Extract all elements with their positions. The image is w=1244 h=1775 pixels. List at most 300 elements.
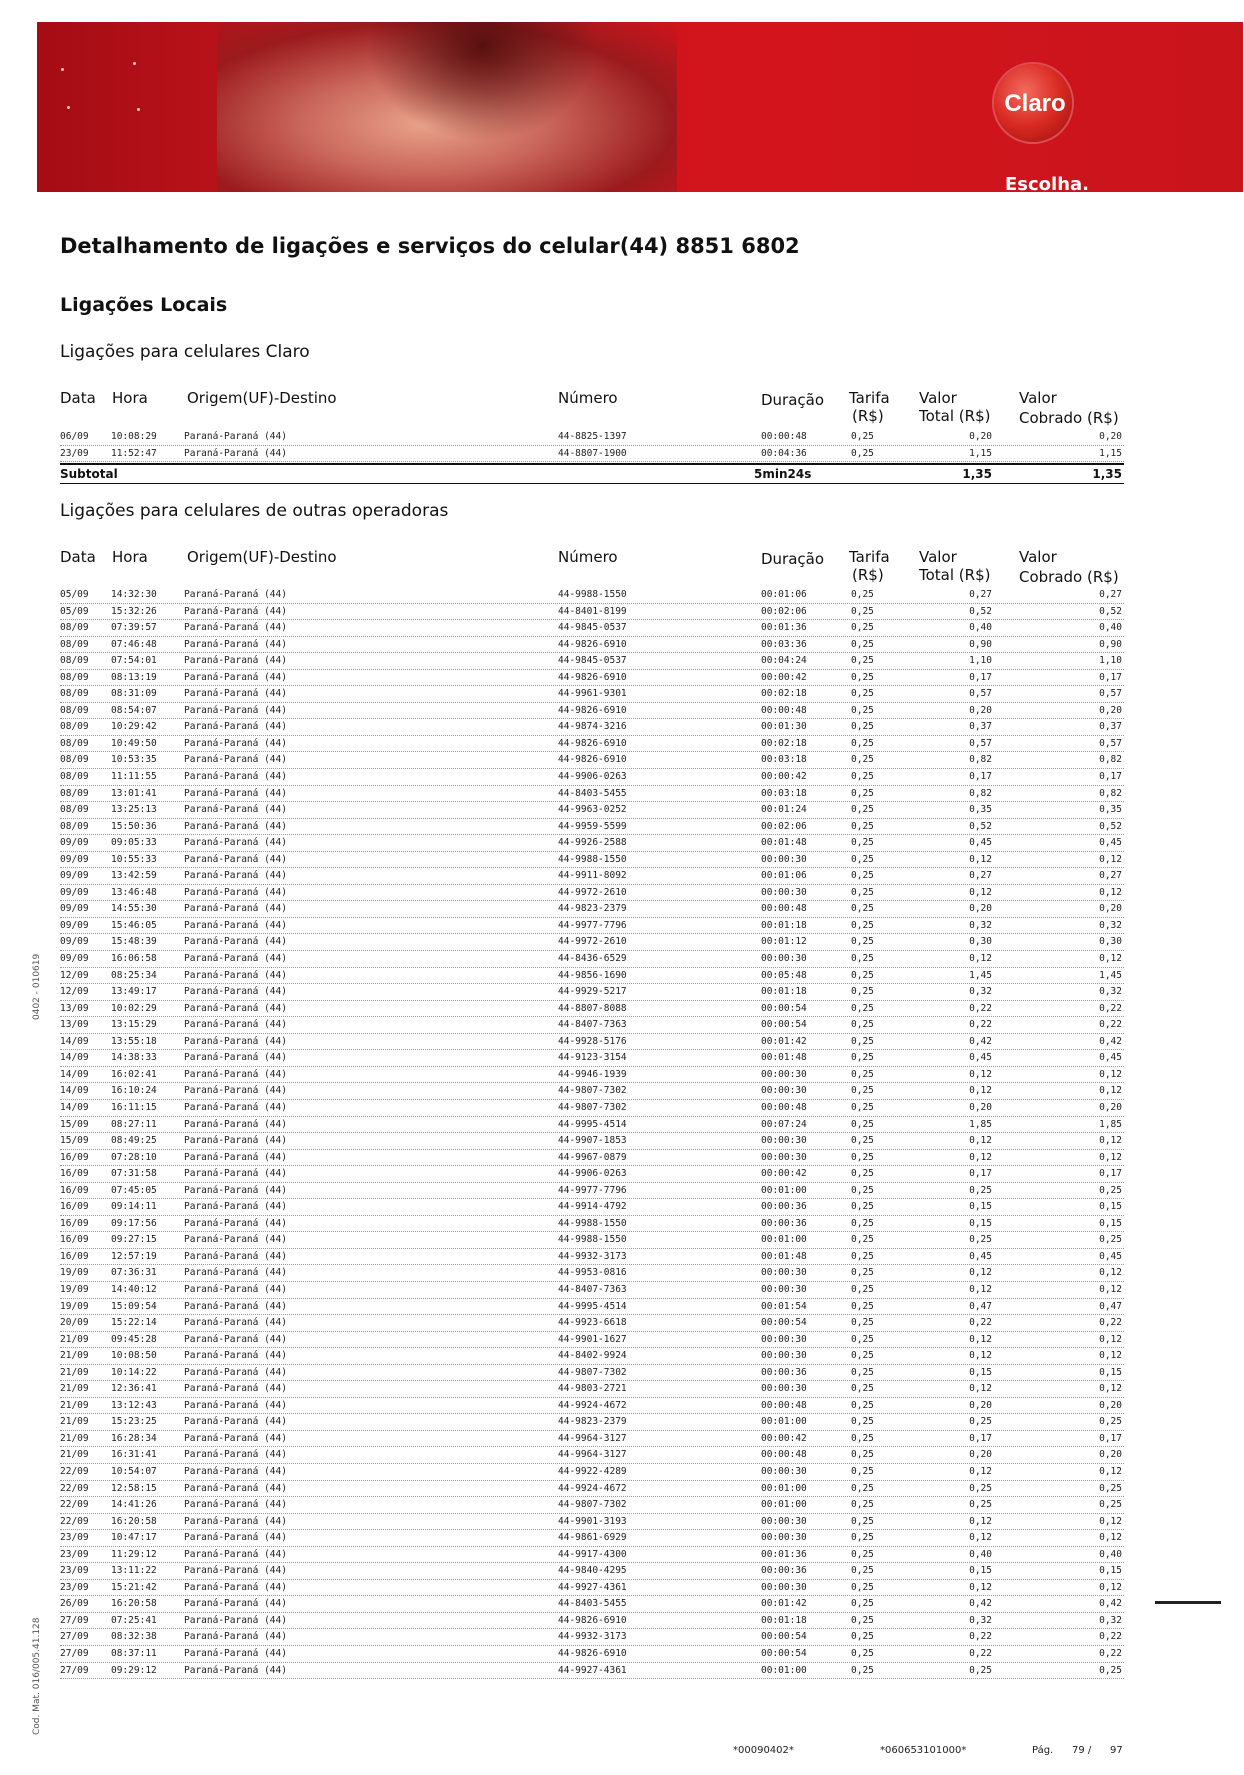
table-row xyxy=(60,868,1124,885)
row-duracao: 00:01:06 xyxy=(761,589,807,600)
row-hora: 13:11:22 xyxy=(111,1565,157,1577)
row-origem: Paraná-Paraná (44) xyxy=(184,919,287,931)
row-data: 22/09 xyxy=(60,1499,89,1511)
table-row xyxy=(60,901,1124,918)
row-valor-cobrado: 0,17 xyxy=(1099,771,1122,783)
table-row xyxy=(60,1265,1124,1282)
row-hora: 14:41:26 xyxy=(111,1499,157,1511)
row-tarifa: 0,25 xyxy=(851,1135,874,1147)
row-duracao: 00:00:48 xyxy=(761,1399,807,1411)
row-duracao: 00:01:42 xyxy=(761,1035,807,1047)
row-duracao: 00:03:18 xyxy=(761,787,807,799)
row-valor-cobrado: 0,25 xyxy=(1099,1234,1122,1246)
row-valor-cobrado: 0,12 xyxy=(1099,853,1122,865)
table-row xyxy=(60,1481,1124,1498)
row-valor-cobrado: 0,15 xyxy=(1099,1366,1122,1378)
row-data: 12/09 xyxy=(60,986,89,998)
table-row xyxy=(60,604,1124,621)
row-hora: 09:17:56 xyxy=(111,1217,157,1229)
row-valor-total: 0,22 xyxy=(969,1019,992,1031)
row-numero: 44-8401-8199 xyxy=(558,605,627,617)
col-tarifa: Tarifa xyxy=(849,548,890,566)
row-valor-total: 0,17 xyxy=(969,1432,992,1444)
table-row xyxy=(60,446,1124,463)
row-origem: Paraná-Paraná (44) xyxy=(184,737,287,749)
row-duracao: 00:01:06 xyxy=(761,870,807,882)
row-origem: Paraná-Paraná (44) xyxy=(184,1168,287,1180)
row-tarifa: 0,25 xyxy=(851,1499,874,1511)
table-row xyxy=(60,1067,1124,1084)
row-duracao: 00:01:00 xyxy=(761,1482,807,1494)
row-hora: 12:58:15 xyxy=(111,1482,157,1494)
table-row xyxy=(60,1663,1124,1680)
row-valor-total: 0,40 xyxy=(969,1548,992,1560)
row-data: 14/09 xyxy=(60,1035,89,1047)
row-tarifa: 0,25 xyxy=(851,431,874,442)
row-numero: 44-9967-0879 xyxy=(558,1151,627,1163)
row-numero: 44-9807-7302 xyxy=(558,1366,627,1378)
row-tarifa: 0,25 xyxy=(851,820,874,832)
row-valor-cobrado: 0,12 xyxy=(1099,953,1122,965)
row-data: 21/09 xyxy=(60,1333,89,1345)
row-valor-cobrado: 0,20 xyxy=(1099,431,1122,442)
table-row xyxy=(60,637,1124,654)
barcode-number-1: *00090402* xyxy=(733,1745,794,1756)
row-valor-total: 1,85 xyxy=(969,1118,992,1130)
row-tarifa: 0,25 xyxy=(851,870,874,882)
row-valor-cobrado: 0,12 xyxy=(1099,1465,1122,1477)
row-duracao: 00:00:48 xyxy=(761,1101,807,1113)
row-duracao: 00:00:42 xyxy=(761,1168,807,1180)
side-code-bottom: Cod. Mat. 016/005.41.128 xyxy=(32,1617,42,1735)
row-valor-total: 0,40 xyxy=(969,622,992,634)
row-valor-total: 0,47 xyxy=(969,1300,992,1312)
outras-heading: Ligações para celulares de outras operadoras xyxy=(60,501,449,521)
row-origem: Paraná-Paraná (44) xyxy=(184,903,287,915)
row-hora: 10:08:50 xyxy=(111,1350,157,1362)
row-hora: 12:36:41 xyxy=(111,1383,157,1395)
table-row xyxy=(60,653,1124,670)
row-data: 16/09 xyxy=(60,1234,89,1246)
table-row xyxy=(60,1232,1124,1249)
col-tarifa-unit: (R$) xyxy=(852,566,884,584)
row-origem: Paraná-Paraná (44) xyxy=(184,688,287,700)
row-valor-cobrado: 0,12 xyxy=(1099,1515,1122,1527)
row-data: 08/09 xyxy=(60,638,89,650)
row-data: 16/09 xyxy=(60,1250,89,1262)
table-row xyxy=(60,786,1124,803)
slogan: Escolha. xyxy=(1005,174,1090,192)
row-numero: 44-9977-7796 xyxy=(558,919,627,931)
row-valor-total: 0,20 xyxy=(969,1449,992,1461)
row-tarifa: 0,25 xyxy=(851,1581,874,1593)
row-duracao: 00:00:30 xyxy=(761,1151,807,1163)
row-valor-total: 0,12 xyxy=(969,1333,992,1345)
row-data: 13/09 xyxy=(60,1002,89,1014)
table-row xyxy=(60,1034,1124,1051)
table-row xyxy=(60,1398,1124,1415)
row-numero: 44-8407-7363 xyxy=(558,1283,627,1295)
row-numero: 44-8825-1397 xyxy=(558,431,627,442)
row-valor-cobrado: 0,20 xyxy=(1099,704,1122,716)
row-hora: 13:55:18 xyxy=(111,1035,157,1047)
table-row xyxy=(60,1580,1124,1597)
row-data: 08/09 xyxy=(60,820,89,832)
row-numero: 44-9924-4672 xyxy=(558,1399,627,1411)
row-hora: 15:22:14 xyxy=(111,1317,157,1329)
row-valor-total: 0,25 xyxy=(969,1234,992,1246)
row-origem: Paraná-Paraná (44) xyxy=(184,1333,287,1345)
row-tarifa: 0,25 xyxy=(851,1217,874,1229)
row-valor-cobrado: 0,12 xyxy=(1099,1267,1122,1279)
table-row xyxy=(60,1381,1124,1398)
row-tarifa: 0,25 xyxy=(851,622,874,634)
table-row xyxy=(60,819,1124,836)
table-row xyxy=(60,852,1124,869)
row-valor-cobrado: 1,15 xyxy=(1099,447,1122,459)
row-origem: Paraná-Paraná (44) xyxy=(184,886,287,898)
row-numero: 44-9826-6910 xyxy=(558,1614,627,1626)
row-numero: 44-9932-3173 xyxy=(558,1250,627,1262)
row-valor-cobrado: 0,12 xyxy=(1099,1068,1122,1080)
decor-dot xyxy=(67,106,70,109)
row-numero: 44-9901-3193 xyxy=(558,1515,627,1527)
row-hora: 15:32:26 xyxy=(111,605,157,617)
row-valor-cobrado: 0,22 xyxy=(1099,1631,1122,1643)
col-cobrado: Cobrado (R$) xyxy=(1019,409,1119,427)
row-valor-total: 1,15 xyxy=(969,447,992,459)
row-data: 08/09 xyxy=(60,688,89,700)
row-origem: Paraná-Paraná (44) xyxy=(184,1515,287,1527)
row-data: 26/09 xyxy=(60,1598,89,1610)
row-tarifa: 0,25 xyxy=(851,1366,874,1378)
row-valor-cobrado: 0,20 xyxy=(1099,903,1122,915)
row-valor-cobrado: 0,30 xyxy=(1099,936,1122,948)
row-numero: 44-9845-0537 xyxy=(558,622,627,634)
row-numero: 44-9972-2610 xyxy=(558,886,627,898)
row-data: 08/09 xyxy=(60,771,89,783)
row-numero: 44-8407-7363 xyxy=(558,1019,627,1031)
row-numero: 44-9826-6910 xyxy=(558,1648,627,1659)
table-row xyxy=(60,736,1124,753)
row-valor-total: 0,25 xyxy=(969,1416,992,1428)
row-tarifa: 0,25 xyxy=(851,704,874,716)
page-title: Detalhamento de ligações e serviços do celular(44) 8851 6802 xyxy=(60,234,800,258)
row-tarifa: 0,25 xyxy=(851,1068,874,1080)
row-valor-total: 0,22 xyxy=(969,1648,992,1659)
row-tarifa: 0,25 xyxy=(851,688,874,700)
row-data: 19/09 xyxy=(60,1267,89,1279)
row-data: 09/09 xyxy=(60,837,89,849)
row-duracao: 00:01:12 xyxy=(761,936,807,948)
subtotal-duracao: 5min24s xyxy=(754,467,812,481)
table-row xyxy=(60,1596,1124,1613)
row-numero: 44-9123-3154 xyxy=(558,1052,627,1064)
table-row xyxy=(60,1530,1124,1547)
row-origem: Paraná-Paraná (44) xyxy=(184,1399,287,1411)
row-numero: 44-9840-4295 xyxy=(558,1565,627,1577)
table-row xyxy=(60,1133,1124,1150)
col-duracao: Duração xyxy=(761,550,825,568)
col-origem: Origem(UF)-Destino xyxy=(187,548,337,566)
table-row xyxy=(60,670,1124,687)
row-numero: 44-9953-0816 xyxy=(558,1267,627,1279)
row-numero: 44-9917-4300 xyxy=(558,1548,627,1560)
decor-dot xyxy=(61,68,64,71)
row-data: 19/09 xyxy=(60,1300,89,1312)
row-origem: Paraná-Paraná (44) xyxy=(184,1598,287,1610)
table-row xyxy=(60,1150,1124,1167)
row-tarifa: 0,25 xyxy=(851,1118,874,1130)
table-row xyxy=(60,587,1124,604)
row-valor-cobrado: 0,45 xyxy=(1099,1052,1122,1064)
table-row xyxy=(60,1447,1124,1464)
row-valor-total: 0,42 xyxy=(969,1035,992,1047)
row-valor-cobrado: 0,32 xyxy=(1099,919,1122,931)
row-valor-cobrado: 0,12 xyxy=(1099,1532,1122,1544)
row-hora: 09:29:12 xyxy=(111,1664,157,1676)
row-valor-total: 0,12 xyxy=(969,1581,992,1593)
row-tarifa: 0,25 xyxy=(851,1283,874,1295)
row-numero: 44-9988-1550 xyxy=(558,1217,627,1229)
row-valor-cobrado: 0,42 xyxy=(1099,1035,1122,1047)
table-row xyxy=(60,1414,1124,1431)
row-tarifa: 0,25 xyxy=(851,1184,874,1196)
table-row xyxy=(60,1249,1124,1266)
row-data: 22/09 xyxy=(60,1482,89,1494)
row-tarifa: 0,25 xyxy=(851,638,874,650)
row-duracao: 00:00:54 xyxy=(761,1631,807,1643)
decor-dot xyxy=(137,108,140,111)
row-valor-cobrado: 0,45 xyxy=(1099,837,1122,849)
row-data: 09/09 xyxy=(60,919,89,931)
row-hora: 13:42:59 xyxy=(111,870,157,882)
row-numero: 44-8807-8088 xyxy=(558,1002,627,1014)
row-valor-total: 0,25 xyxy=(969,1499,992,1511)
row-duracao: 00:00:30 xyxy=(761,1532,807,1544)
row-numero: 44-8807-1900 xyxy=(558,447,627,459)
table-row xyxy=(60,1216,1124,1233)
row-valor-total: 0,12 xyxy=(969,1532,992,1544)
row-duracao: 00:01:48 xyxy=(761,837,807,849)
row-origem: Paraná-Paraná (44) xyxy=(184,1317,287,1329)
row-duracao: 00:01:18 xyxy=(761,1614,807,1626)
row-numero: 44-9826-6910 xyxy=(558,754,627,766)
row-hora: 15:48:39 xyxy=(111,936,157,948)
table-row xyxy=(60,752,1124,769)
row-tarifa: 0,25 xyxy=(851,1333,874,1345)
row-origem: Paraná-Paraná (44) xyxy=(184,1548,287,1560)
table-row xyxy=(60,429,1124,446)
row-numero: 44-9861-6929 xyxy=(558,1532,627,1544)
row-numero: 44-9959-5599 xyxy=(558,820,627,832)
row-origem: Paraná-Paraná (44) xyxy=(184,1350,287,1362)
row-numero: 44-9826-6910 xyxy=(558,737,627,749)
row-valor-cobrado: 0,57 xyxy=(1099,737,1122,749)
table-row xyxy=(60,686,1124,703)
row-origem: Paraná-Paraná (44) xyxy=(184,638,287,650)
table-row xyxy=(60,1315,1124,1332)
col-data: Data xyxy=(60,548,96,566)
table-row xyxy=(60,1199,1124,1216)
page-total: 97 xyxy=(1110,1745,1123,1756)
row-duracao: 00:01:24 xyxy=(761,804,807,816)
row-data: 23/09 xyxy=(60,1581,89,1593)
row-hora: 09:45:28 xyxy=(111,1333,157,1345)
row-valor-cobrado: 0,40 xyxy=(1099,1548,1122,1560)
table-row xyxy=(60,1629,1124,1646)
row-valor-total: 0,20 xyxy=(969,431,992,442)
claro-heading: Ligações para celulares Claro xyxy=(60,342,310,362)
row-hora: 10:54:07 xyxy=(111,1465,157,1477)
row-hora: 10:49:50 xyxy=(111,737,157,749)
row-duracao: 00:00:30 xyxy=(761,1068,807,1080)
row-valor-total: 0,25 xyxy=(969,1482,992,1494)
row-duracao: 00:01:36 xyxy=(761,622,807,634)
row-hora: 09:05:33 xyxy=(111,837,157,849)
row-duracao: 00:03:36 xyxy=(761,638,807,650)
row-numero: 44-9926-2588 xyxy=(558,837,627,849)
side-code-top: 0402 - 010619 xyxy=(32,953,42,1020)
row-tarifa: 0,25 xyxy=(851,1019,874,1031)
col-origem: Origem(UF)-Destino xyxy=(187,389,337,407)
row-valor-cobrado: 0,22 xyxy=(1099,1019,1122,1031)
col-hora: Hora xyxy=(112,548,148,566)
table-row xyxy=(60,1100,1124,1117)
row-valor-total: 0,45 xyxy=(969,837,992,849)
row-valor-cobrado: 0,12 xyxy=(1099,1333,1122,1345)
row-numero: 44-9972-2610 xyxy=(558,936,627,948)
row-numero: 44-9946-1939 xyxy=(558,1068,627,1080)
row-origem: Paraná-Paraná (44) xyxy=(184,622,287,634)
row-hora: 07:28:10 xyxy=(111,1151,157,1163)
row-valor-cobrado: 0,27 xyxy=(1099,589,1122,600)
row-origem: Paraná-Paraná (44) xyxy=(184,1416,287,1428)
table-row xyxy=(60,1497,1124,1514)
row-hora: 10:47:17 xyxy=(111,1532,157,1544)
table-row xyxy=(60,1083,1124,1100)
row-valor-total: 0,12 xyxy=(969,1135,992,1147)
row-valor-total: 0,30 xyxy=(969,936,992,948)
row-duracao: 00:00:30 xyxy=(761,1085,807,1097)
table-row xyxy=(60,835,1124,852)
row-numero: 44-9928-5176 xyxy=(558,1035,627,1047)
row-tarifa: 0,25 xyxy=(851,1399,874,1411)
row-valor-total: 0,25 xyxy=(969,1184,992,1196)
row-tarifa: 0,25 xyxy=(851,1416,874,1428)
row-origem: Paraná-Paraná (44) xyxy=(184,1002,287,1014)
row-numero: 44-8403-5455 xyxy=(558,787,627,799)
col-hora: Hora xyxy=(112,389,148,407)
row-numero: 44-9995-4514 xyxy=(558,1300,627,1312)
row-numero: 44-9901-1627 xyxy=(558,1333,627,1345)
table-row xyxy=(60,1017,1124,1034)
row-valor-total: 0,22 xyxy=(969,1317,992,1329)
row-tarifa: 0,25 xyxy=(851,986,874,998)
row-duracao: 00:00:30 xyxy=(761,1283,807,1295)
table-row xyxy=(60,918,1124,935)
row-duracao: 00:01:18 xyxy=(761,919,807,931)
row-origem: Paraná-Paraná (44) xyxy=(184,837,287,849)
row-duracao: 00:02:06 xyxy=(761,605,807,617)
row-data: 08/09 xyxy=(60,671,89,683)
row-duracao: 00:00:48 xyxy=(761,1449,807,1461)
row-numero: 44-9932-3173 xyxy=(558,1631,627,1643)
row-tarifa: 0,25 xyxy=(851,1515,874,1527)
table-row xyxy=(60,1332,1124,1349)
row-duracao: 00:02:06 xyxy=(761,820,807,832)
row-valor-cobrado: 0,17 xyxy=(1099,671,1122,683)
row-numero: 44-9874-3216 xyxy=(558,721,627,733)
row-valor-total: 0,15 xyxy=(969,1217,992,1229)
row-numero: 44-9964-3127 xyxy=(558,1432,627,1444)
row-valor-cobrado: 0,37 xyxy=(1099,721,1122,733)
row-duracao: 00:00:30 xyxy=(761,1135,807,1147)
row-valor-cobrado: 0,12 xyxy=(1099,886,1122,898)
row-data: 23/09 xyxy=(60,447,89,459)
row-tarifa: 0,25 xyxy=(851,1250,874,1262)
row-data: 22/09 xyxy=(60,1515,89,1527)
row-origem: Paraná-Paraná (44) xyxy=(184,1201,287,1213)
table-row xyxy=(60,1431,1124,1448)
row-valor-total: 0,12 xyxy=(969,1068,992,1080)
row-data: 14/09 xyxy=(60,1085,89,1097)
row-data: 08/09 xyxy=(60,754,89,766)
row-valor-cobrado: 0,42 xyxy=(1099,1598,1122,1610)
table-row xyxy=(60,620,1124,637)
row-tarifa: 0,25 xyxy=(851,1101,874,1113)
table-row xyxy=(60,1299,1124,1316)
row-duracao: 00:01:42 xyxy=(761,1598,807,1610)
table-row xyxy=(60,1613,1124,1630)
row-tarifa: 0,25 xyxy=(851,1151,874,1163)
row-origem: Paraná-Paraná (44) xyxy=(184,804,287,816)
row-origem: Paraná-Paraná (44) xyxy=(184,1052,287,1064)
row-valor-total: 1,10 xyxy=(969,655,992,667)
row-data: 19/09 xyxy=(60,1283,89,1295)
row-numero: 44-9906-0263 xyxy=(558,771,627,783)
row-hora: 08:54:07 xyxy=(111,704,157,716)
col-numero: Número xyxy=(558,548,618,566)
table-row xyxy=(60,1365,1124,1382)
row-hora: 14:40:12 xyxy=(111,1283,157,1295)
row-tarifa: 0,25 xyxy=(851,1002,874,1014)
row-duracao: 00:00:54 xyxy=(761,1648,807,1659)
table-row xyxy=(60,703,1124,720)
row-valor-total: 0,17 xyxy=(969,1168,992,1180)
table-row xyxy=(60,1348,1124,1365)
row-origem: Paraná-Paraná (44) xyxy=(184,1449,287,1461)
decor-dot xyxy=(133,62,136,65)
row-valor-cobrado: 0,25 xyxy=(1099,1184,1122,1196)
row-valor-total: 0,12 xyxy=(969,1283,992,1295)
col-numero: Número xyxy=(558,389,618,407)
row-valor-cobrado: 1,10 xyxy=(1099,655,1122,667)
row-origem: Paraná-Paraná (44) xyxy=(184,853,287,865)
row-data: 09/09 xyxy=(60,853,89,865)
row-origem: Paraná-Paraná (44) xyxy=(184,1283,287,1295)
row-origem: Paraná-Paraná (44) xyxy=(184,771,287,783)
table-row xyxy=(60,1464,1124,1481)
row-tarifa: 0,25 xyxy=(851,1449,874,1461)
row-tarifa: 0,25 xyxy=(851,1648,874,1659)
row-tarifa: 0,25 xyxy=(851,1465,874,1477)
row-hora: 07:46:48 xyxy=(111,638,157,650)
row-duracao: 00:00:48 xyxy=(761,431,807,442)
row-duracao: 00:03:18 xyxy=(761,754,807,766)
table-row xyxy=(60,1166,1124,1183)
row-tarifa: 0,25 xyxy=(851,447,874,459)
